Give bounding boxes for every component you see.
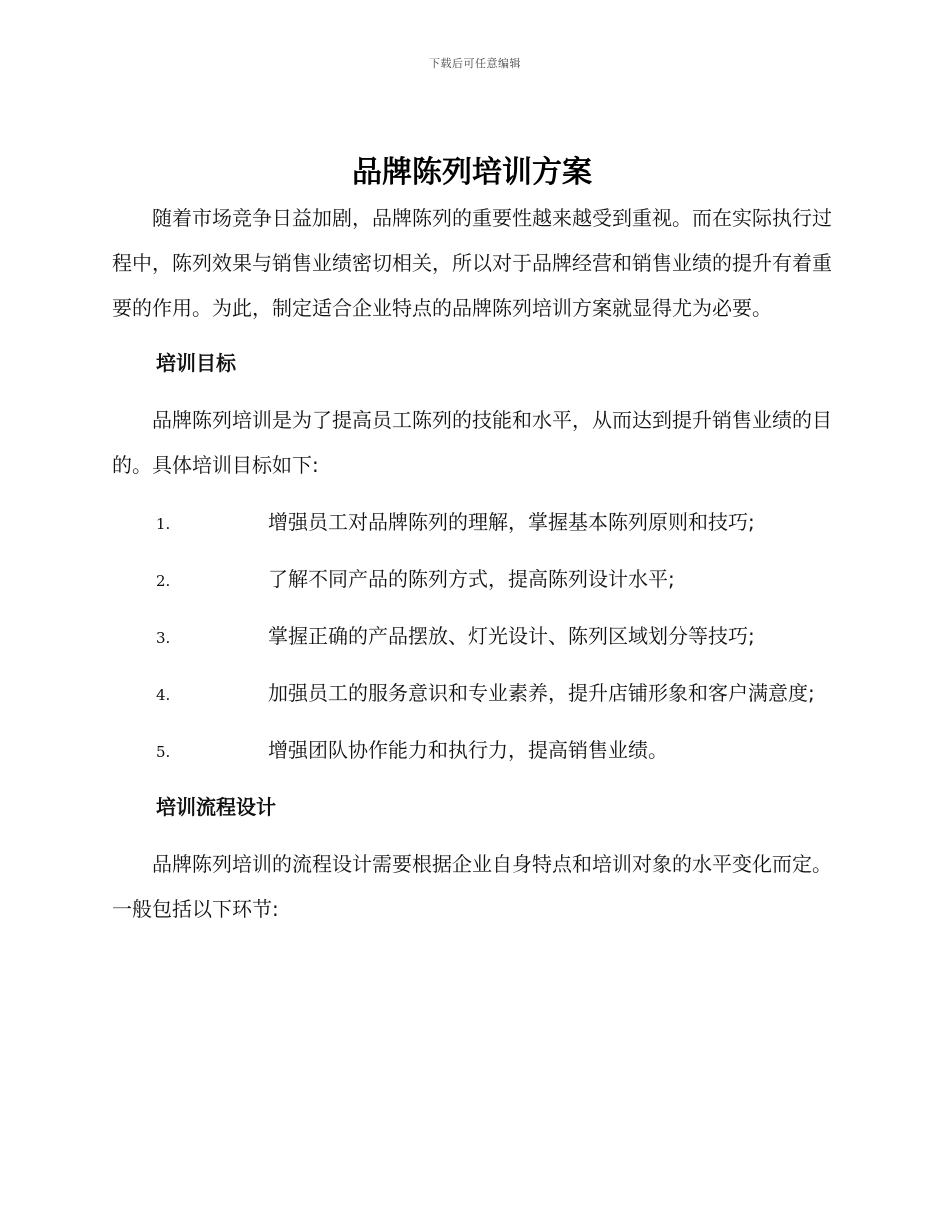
list-item: [112, 614, 832, 659]
intro-paragraph: 随着市场竞争日益加剧，品牌陈列的重要性越来越受到重视。而在实际执行过程中，陈列效果与销售业绩密切相关，所以对于品牌经营和销售业绩的提升有着重要的作用。为此，制定适合企业特点的品牌陈列培训方案就显得尤为必要。: [112, 206, 832, 320]
list-item-text: 加强员工的服务意识和专业素养，提升店铺形象和客户满意度;: [268, 681, 815, 705]
page-header-note: 下载后可任意编辑: [429, 57, 521, 70]
list-item-number: 3.: [156, 629, 171, 647]
list-item: [112, 557, 832, 602]
list-item: [112, 728, 832, 773]
list-item-text: 了解不同产品的陈列方式，提高陈列设计水平;: [268, 567, 675, 591]
list-item-number: 4.: [156, 686, 171, 704]
goals-list: [112, 500, 832, 773]
list-item-text: 增强员工对品牌陈列的理解，掌握基本陈列原则和技巧;: [268, 510, 755, 534]
document-body: [112, 150, 832, 932]
process-paragraph: 品牌陈列培训的流程设计需要根据企业自身特点和培训对象的水平变化而定。一般包括以下环节:: [112, 852, 832, 921]
document-title: 品牌陈列培训方案: [352, 155, 592, 190]
list-item-number: 2.: [156, 572, 171, 590]
goals-paragraph: 品牌陈列培训是为了提高员工陈列的技能和水平，从而达到提升销售业绩的目的。具体培训目标如下:: [112, 408, 832, 477]
list-item: [112, 500, 832, 545]
list-item-text: 增强团队协作能力和执行力，提高销售业绩。: [268, 738, 668, 762]
section-heading-goals: 培训目标: [156, 351, 236, 375]
list-item: [112, 671, 832, 716]
list-item-text: 掌握正确的产品摆放、灯光设计、陈列区域划分等技巧;: [268, 624, 755, 648]
section-heading-process: 培训流程设计: [156, 795, 276, 819]
list-item-number: 5.: [156, 743, 171, 761]
list-item-number: 1.: [156, 515, 171, 533]
